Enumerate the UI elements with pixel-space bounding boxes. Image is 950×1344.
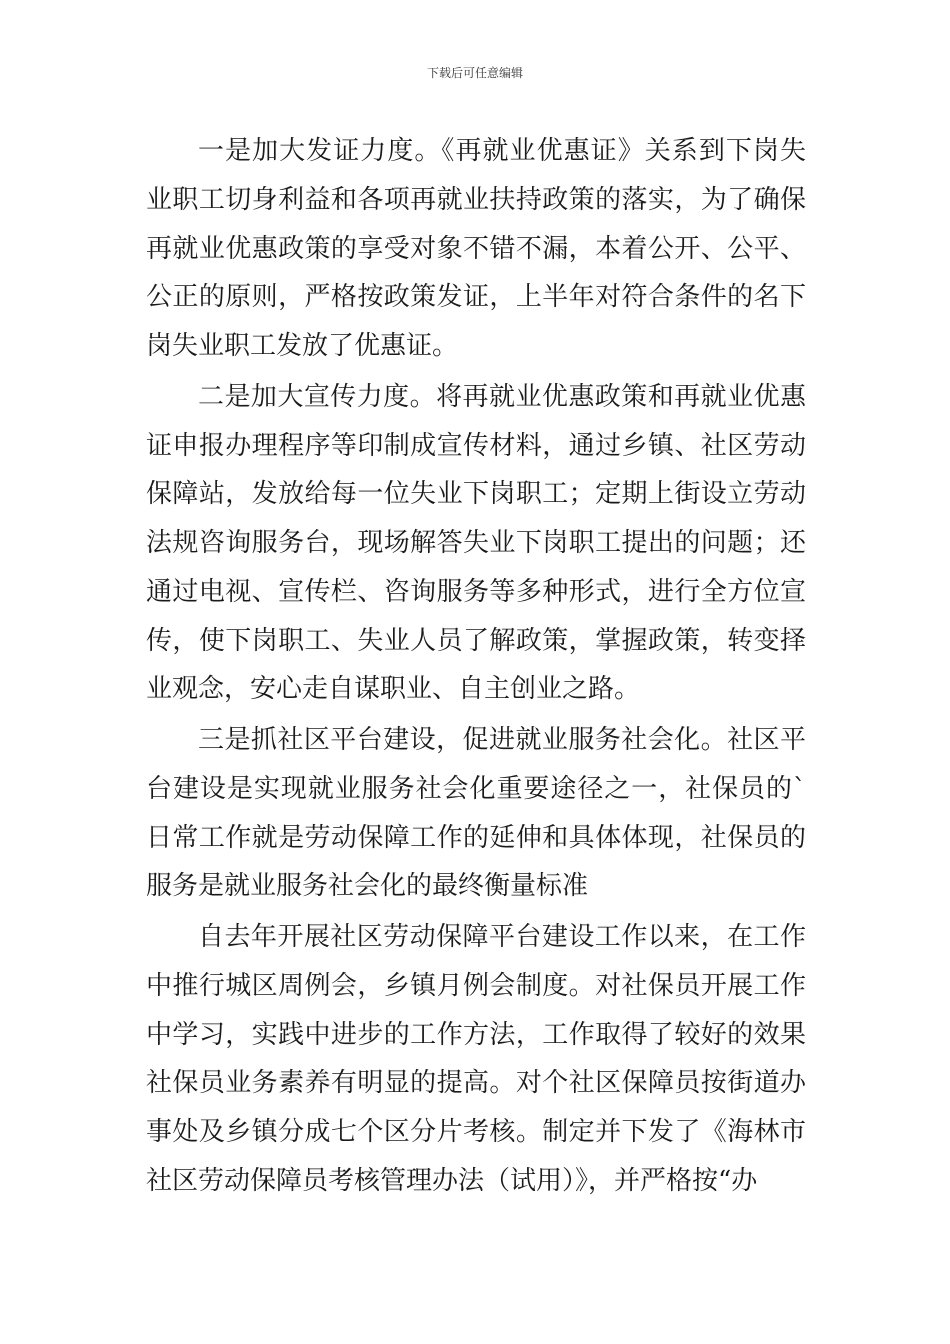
- paragraph-1: 一是加大发证力度。《再就业优惠证》关系到下岗失业职工切身利益和各项再就业扶持政策的落实，为了确保再就业优惠政策的享受对象不错不漏，本着公开、公平、公正的原则，严格按政策发证，上半年对符合条件的名下岗失业职工发放了优惠证。: [146, 136, 806, 361]
- paragraph-2: 二是加大宣传力度。将再就业优惠政策和再就业优惠证申报办理程序等印制成宣传材料，通过乡镇、社区劳动保障站，发放给每一位失业下岗职工；定期上街设立劳动法规咨询服务台，现场解答失业下岗职工提出的问题；还通过电视、宣传栏、咨询服务等多种形式，进行全方位宣传，使下岗职工、失业人员了解政策，掌握政策，转变择业观念，安心走自谋职业、自主创业之路。: [146, 381, 806, 705]
- paragraph-4: 自去年开展社区劳动保障平台建设工作以来，在工作中推行城区周例会，乡镇月例会制度。对社保员开展工作中学习，实践中进步的工作方法，工作取得了较好的效果社保员业务素养有明显的提高。对个社区保障员按街道办事处及乡镇分成七个区分片考核。制定并下发了《海林市社区劳动保障员考核管理办法（试用）》，并严格按“办: [146, 922, 806, 1196]
- document-body: [146, 127, 806, 1206]
- paragraph-3: 三是抓社区平台建设，促进就业服务社会化。社区平台建设是实现就业服务社会化重要途径之一，社保员的`日常工作就是劳动保障工作的延伸和具体体现，社保员的服务是就业服务社会化的最终衡量标准: [146, 725, 806, 902]
- page-header: 下载后可任意编辑: [426, 66, 523, 80]
